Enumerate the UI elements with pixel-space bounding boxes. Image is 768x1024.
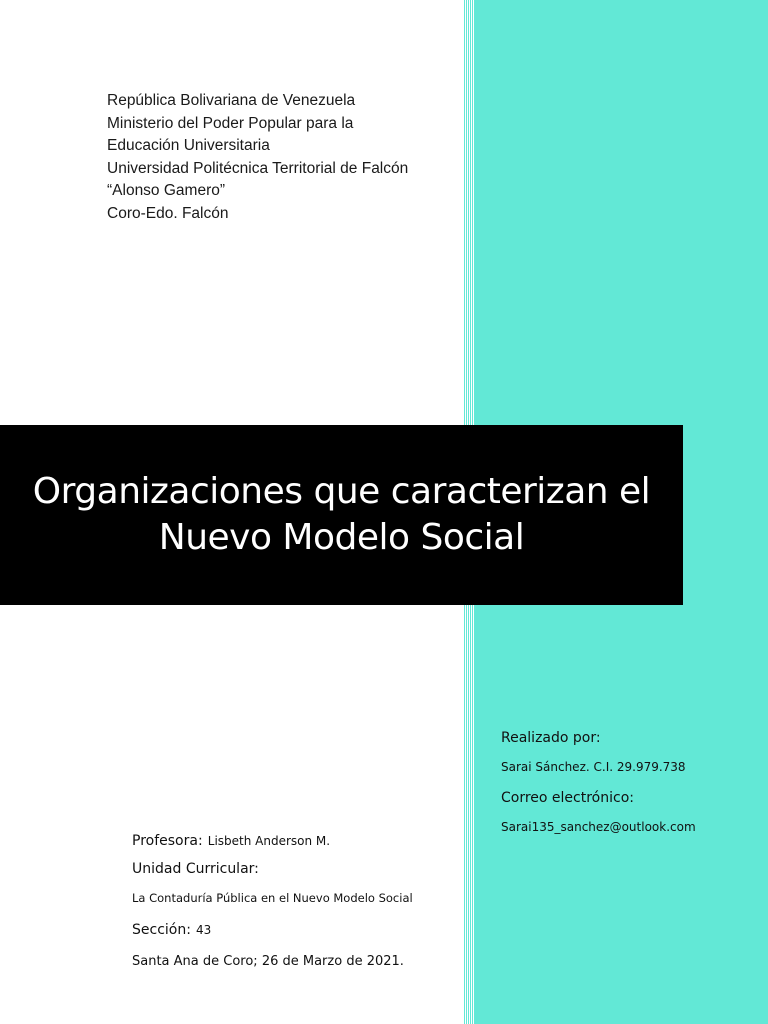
made-by-label: Realizado por: [501, 730, 601, 746]
author-block [501, 727, 761, 837]
document-title-line-2: Nuevo Modelo Social [158, 517, 525, 558]
unit-label: Unidad Curricular: [132, 861, 259, 877]
author-name: Sarai Sánchez. C.I. 29.979.738 [501, 760, 686, 774]
teacher-label: Profesora: [132, 833, 203, 849]
institution-line: República Bolivariana de Venezuela [107, 92, 356, 109]
place-date: Santa Ana de Coro; 26 de Marzo de 2021. [132, 954, 404, 969]
section-row [132, 919, 462, 938]
institution-header [107, 90, 447, 225]
institution-line: Universidad Politécnica Territorial de Falcón [107, 159, 409, 177]
section-value: 43 [196, 923, 212, 937]
teacher-name: Lisbeth Anderson M. [207, 834, 331, 848]
institution-line: Educación Universitaria [107, 137, 270, 154]
teacher-row [132, 830, 462, 849]
institution-line: “Alonso Gamero” [107, 182, 226, 199]
section-label: Sección: [132, 922, 191, 938]
institution-line: Ministerio del Poder Popular para la [107, 114, 354, 132]
info-block [132, 830, 462, 969]
author-email: Sarai135_sanchez@outlook.com [501, 820, 696, 834]
document-title-line-1: Organizaciones que caracterizan el [32, 471, 651, 512]
title-box [0, 425, 683, 605]
email-label: Correo electrónico: [501, 790, 634, 806]
institution-line: Coro-Edo. Falcón [107, 204, 229, 222]
unit-name: La Contaduría Pública en el Nuevo Modelo Social [132, 891, 413, 905]
